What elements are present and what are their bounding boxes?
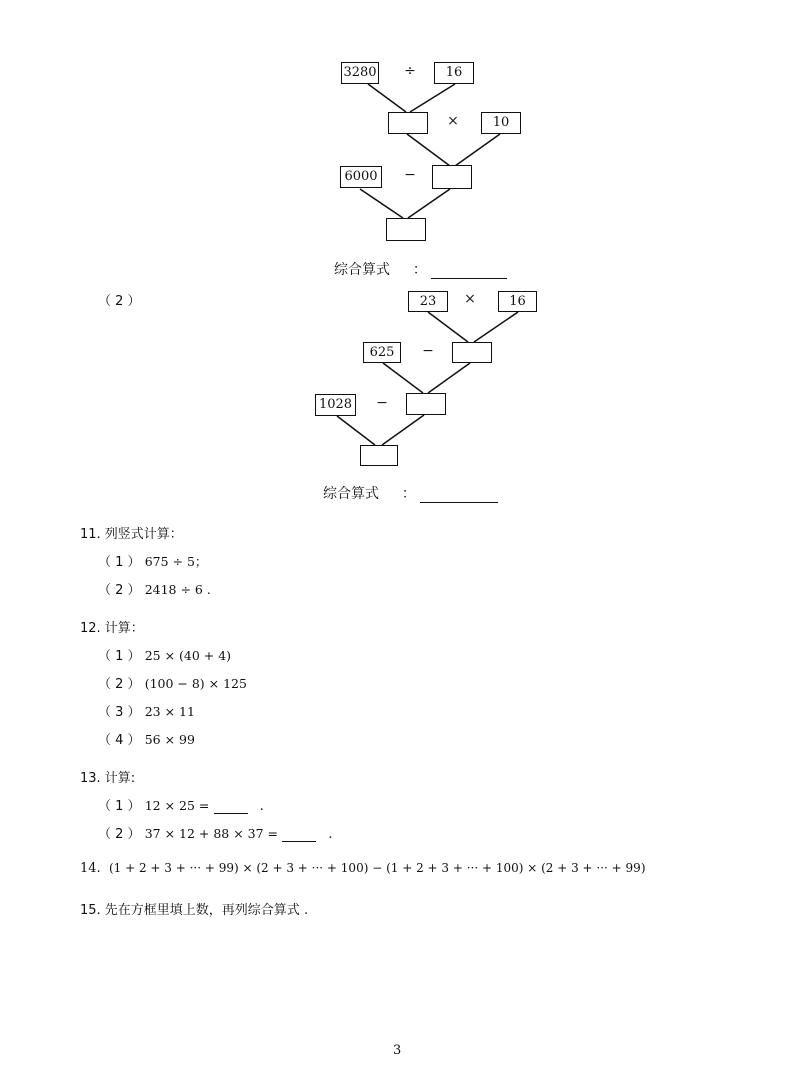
- formula-answer-blank[interactable]: [431, 263, 507, 279]
- divide-operator: ÷: [404, 63, 416, 79]
- answer-box[interactable]: [386, 218, 426, 241]
- list-item: （ 4 ） 56 × 99: [98, 732, 195, 748]
- list-item: （ 2 ） 2418 ÷ 6 .: [98, 582, 211, 598]
- answer-blank[interactable]: [214, 801, 248, 814]
- number-box: 6000: [340, 166, 382, 188]
- number-box: 3280: [341, 62, 379, 84]
- question-13-title: 13. 计算:: [80, 771, 136, 786]
- number-box: 1028: [315, 394, 356, 416]
- multiply-operator: ×: [464, 291, 476, 307]
- number-box: 16: [434, 62, 474, 84]
- list-item: （ 2 ） 37 × 12 + 88 × 37 = .: [98, 826, 333, 842]
- number-box: 10: [481, 112, 521, 134]
- list-item: （ 3 ） 23 × 11: [98, 704, 195, 720]
- answer-box[interactable]: [432, 165, 472, 189]
- minus-operator: −: [404, 167, 416, 183]
- question-11-title: 11. 列竖式计算：: [80, 527, 183, 542]
- formula-answer-blank[interactable]: [420, 487, 498, 503]
- minus-operator: −: [376, 395, 388, 411]
- list-item: （ 1 ） 12 × 25 = .: [98, 798, 264, 814]
- question-14: 14. (1 + 2 + 3 + ··· + 99) × (2 + 3 + ··· + 100) − (1 + 2 + 3 + ··· + 100) × (2 + 3 + ··· + 99): [80, 861, 646, 876]
- answer-box[interactable]: [452, 342, 492, 363]
- question-15-title: 15. 先在方框里填上数，再列综合算式 .: [80, 903, 309, 918]
- question-12-title: 12. 计算：: [80, 621, 144, 636]
- multiply-operator: ×: [447, 113, 459, 129]
- formula-label: 综合算式 ：: [323, 483, 498, 503]
- list-item: （ 1 ） 25 × (40 + 4): [98, 648, 232, 664]
- part-label: （ 2 ）: [98, 294, 141, 309]
- list-item: （ 1 ） 675 ÷ 5；: [98, 554, 208, 570]
- answer-box[interactable]: [406, 393, 446, 415]
- answer-box[interactable]: [360, 445, 398, 466]
- number-box: 16: [498, 291, 537, 312]
- number-box: 625: [363, 342, 401, 363]
- minus-operator: −: [422, 343, 434, 359]
- formula-label: 综合算式 ：: [334, 259, 507, 279]
- answer-box[interactable]: [388, 112, 428, 134]
- number-box: 23: [408, 291, 448, 312]
- answer-blank[interactable]: [282, 829, 316, 842]
- page-number: 3: [393, 1043, 402, 1058]
- list-item: （ 2 ） (100 − 8) × 125: [98, 676, 247, 692]
